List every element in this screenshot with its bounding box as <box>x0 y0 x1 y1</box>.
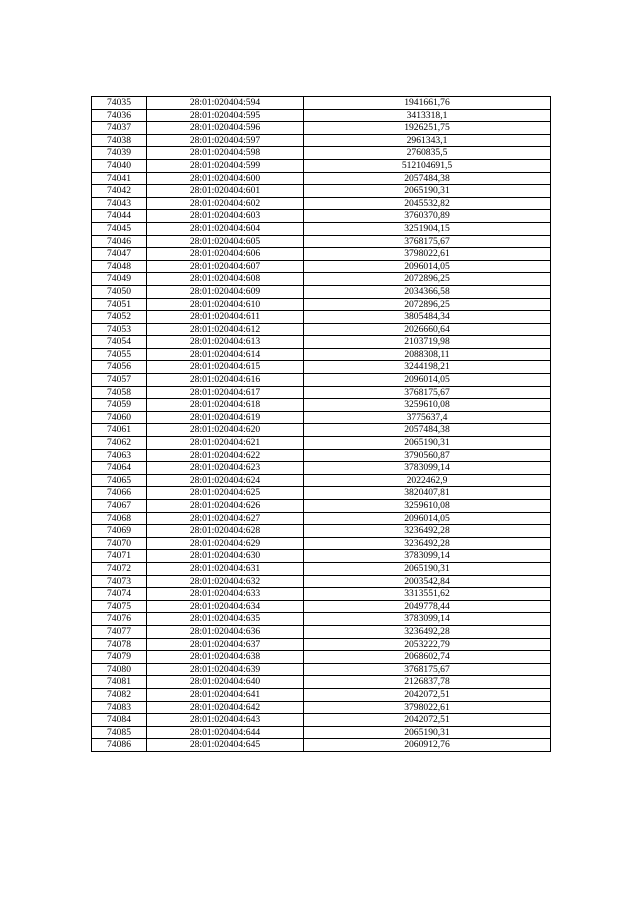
value-cell: 3236492,28 <box>304 537 551 550</box>
row-number-cell: 74085 <box>92 726 147 739</box>
row-number-cell: 74076 <box>92 613 147 626</box>
value-cell: 3313551,62 <box>304 588 551 601</box>
row-number-cell: 74053 <box>92 323 147 336</box>
value-cell: 2096014,05 <box>304 260 551 273</box>
table-row <box>92 374 551 387</box>
table-row <box>92 348 551 361</box>
cadastral-number-cell: 28:01:020404:629 <box>147 537 304 550</box>
cadastral-number-cell: 28:01:020404:616 <box>147 374 304 387</box>
cadastral-number-cell: 28:01:020404:603 <box>147 210 304 223</box>
value-cell: 2026660,64 <box>304 323 551 336</box>
value-cell: 2065190,31 <box>304 185 551 198</box>
cadastral-number-cell: 28:01:020404:607 <box>147 260 304 273</box>
cadastral-number-cell: 28:01:020404:643 <box>147 714 304 727</box>
value-cell: 3236492,28 <box>304 625 551 638</box>
cadastral-number-cell: 28:01:020404:628 <box>147 525 304 538</box>
value-cell: 3768175,67 <box>304 386 551 399</box>
value-cell: 2103719,98 <box>304 336 551 349</box>
cadastral-number-cell: 28:01:020404:642 <box>147 701 304 714</box>
value-cell: 3251904,15 <box>304 222 551 235</box>
table-row <box>92 411 551 424</box>
table-row <box>92 462 551 475</box>
value-cell: 2096014,05 <box>304 374 551 387</box>
value-cell: 3413318,1 <box>304 109 551 122</box>
row-number-cell: 74043 <box>92 197 147 210</box>
cadastral-number-cell: 28:01:020404:623 <box>147 462 304 475</box>
value-cell: 3798022,61 <box>304 701 551 714</box>
row-number-cell: 74037 <box>92 122 147 135</box>
cadastral-number-cell: 28:01:020404:595 <box>147 109 304 122</box>
row-number-cell: 74084 <box>92 714 147 727</box>
row-number-cell: 74039 <box>92 147 147 160</box>
table-row <box>92 676 551 689</box>
cadastral-number-cell: 28:01:020404:610 <box>147 298 304 311</box>
table-row <box>92 550 551 563</box>
table-row <box>92 701 551 714</box>
table-row <box>92 147 551 160</box>
table-row <box>92 638 551 651</box>
value-cell: 3259610,08 <box>304 399 551 412</box>
table-row <box>92 298 551 311</box>
value-cell: 3783099,14 <box>304 462 551 475</box>
cadastral-number-cell: 28:01:020404:619 <box>147 411 304 424</box>
row-number-cell: 74073 <box>92 575 147 588</box>
cadastral-number-cell: 28:01:020404:608 <box>147 273 304 286</box>
cadastral-number-cell: 28:01:020404:618 <box>147 399 304 412</box>
cadastral-number-cell: 28:01:020404:626 <box>147 500 304 513</box>
value-cell: 2961343,1 <box>304 134 551 147</box>
table-row <box>92 437 551 450</box>
table-row <box>92 600 551 613</box>
table-row <box>92 688 551 701</box>
table-row <box>92 537 551 550</box>
cadastral-number-cell: 28:01:020404:644 <box>147 726 304 739</box>
table-row <box>92 449 551 462</box>
cadastral-number-cell: 28:01:020404:645 <box>147 739 304 752</box>
row-number-cell: 74038 <box>92 134 147 147</box>
table-row <box>92 575 551 588</box>
table-row <box>92 122 551 135</box>
cadastral-number-cell: 28:01:020404:596 <box>147 122 304 135</box>
cadastral-number-cell: 28:01:020404:636 <box>147 625 304 638</box>
row-number-cell: 74075 <box>92 600 147 613</box>
row-number-cell: 74066 <box>92 487 147 500</box>
row-number-cell: 74061 <box>92 424 147 437</box>
table-row <box>92 525 551 538</box>
table-row <box>92 625 551 638</box>
row-number-cell: 74056 <box>92 361 147 374</box>
row-number-cell: 74082 <box>92 688 147 701</box>
value-cell: 2072896,25 <box>304 298 551 311</box>
value-cell: 3236492,28 <box>304 525 551 538</box>
row-number-cell: 74074 <box>92 588 147 601</box>
cadastral-number-cell: 28:01:020404:605 <box>147 235 304 248</box>
cadastral-number-cell: 28:01:020404:614 <box>147 348 304 361</box>
row-number-cell: 74068 <box>92 512 147 525</box>
cadastral-number-cell: 28:01:020404:637 <box>147 638 304 651</box>
row-number-cell: 74070 <box>92 537 147 550</box>
cadastral-number-cell: 28:01:020404:622 <box>147 449 304 462</box>
cadastral-number-cell: 28:01:020404:639 <box>147 663 304 676</box>
row-number-cell: 74035 <box>92 97 147 110</box>
row-number-cell: 74041 <box>92 172 147 185</box>
table-row <box>92 185 551 198</box>
value-cell: 2042072,51 <box>304 714 551 727</box>
table-row <box>92 109 551 122</box>
table-row <box>92 210 551 223</box>
value-cell: 3775637,4 <box>304 411 551 424</box>
value-cell: 3783099,14 <box>304 550 551 563</box>
cadastral-number-cell: 28:01:020404:634 <box>147 600 304 613</box>
table-row <box>92 399 551 412</box>
cadastral-number-cell: 28:01:020404:615 <box>147 361 304 374</box>
row-number-cell: 74077 <box>92 625 147 638</box>
value-cell: 2096014,05 <box>304 512 551 525</box>
row-number-cell: 74052 <box>92 311 147 324</box>
table-row <box>92 172 551 185</box>
cadastral-number-cell: 28:01:020404:597 <box>147 134 304 147</box>
value-cell: 2057484,38 <box>304 424 551 437</box>
row-number-cell: 74054 <box>92 336 147 349</box>
cadastral-number-cell: 28:01:020404:620 <box>147 424 304 437</box>
row-number-cell: 74051 <box>92 298 147 311</box>
row-number-cell: 74071 <box>92 550 147 563</box>
table-row <box>92 663 551 676</box>
value-cell: 2060912,76 <box>304 739 551 752</box>
row-number-cell: 74042 <box>92 185 147 198</box>
row-number-cell: 74080 <box>92 663 147 676</box>
value-cell: 3768175,67 <box>304 663 551 676</box>
cadastral-number-cell: 28:01:020404:635 <box>147 613 304 626</box>
table-row <box>92 651 551 664</box>
value-cell: 2088308,11 <box>304 348 551 361</box>
cadastral-number-cell: 28:01:020404:602 <box>147 197 304 210</box>
value-cell: 1941661,76 <box>304 97 551 110</box>
value-cell: 2034366,58 <box>304 285 551 298</box>
table-row <box>92 474 551 487</box>
table-row <box>92 97 551 110</box>
table-row <box>92 613 551 626</box>
cadastral-number-cell: 28:01:020404:633 <box>147 588 304 601</box>
value-cell: 2045532,82 <box>304 197 551 210</box>
row-number-cell: 74060 <box>92 411 147 424</box>
cadastral-number-cell: 28:01:020404:594 <box>147 97 304 110</box>
row-number-cell: 74045 <box>92 222 147 235</box>
row-number-cell: 74072 <box>92 562 147 575</box>
row-number-cell: 74064 <box>92 462 147 475</box>
table-row <box>92 562 551 575</box>
value-cell: 2022462,9 <box>304 474 551 487</box>
row-number-cell: 74058 <box>92 386 147 399</box>
value-cell: 2065190,31 <box>304 562 551 575</box>
row-number-cell: 74044 <box>92 210 147 223</box>
value-cell: 3244198,21 <box>304 361 551 374</box>
row-number-cell: 74055 <box>92 348 147 361</box>
value-cell: 3760370,89 <box>304 210 551 223</box>
row-number-cell: 74079 <box>92 651 147 664</box>
cadastral-number-cell: 28:01:020404:617 <box>147 386 304 399</box>
table-row <box>92 487 551 500</box>
table-row <box>92 260 551 273</box>
cadastral-number-cell: 28:01:020404:630 <box>147 550 304 563</box>
table-row <box>92 222 551 235</box>
row-number-cell: 74040 <box>92 159 147 172</box>
row-number-cell: 74063 <box>92 449 147 462</box>
table-row <box>92 512 551 525</box>
cadastral-number-cell: 28:01:020404:641 <box>147 688 304 701</box>
table-row <box>92 285 551 298</box>
value-cell: 2072896,25 <box>304 273 551 286</box>
cadastral-number-cell: 28:01:020404:640 <box>147 676 304 689</box>
cadastral-number-cell: 28:01:020404:631 <box>147 562 304 575</box>
cadastral-number-cell: 28:01:020404:604 <box>147 222 304 235</box>
table-row <box>92 361 551 374</box>
table-row <box>92 336 551 349</box>
value-cell: 3805484,34 <box>304 311 551 324</box>
value-cell: 2760835,5 <box>304 147 551 160</box>
value-cell: 2057484,38 <box>304 172 551 185</box>
table-row <box>92 159 551 172</box>
table-row <box>92 235 551 248</box>
value-cell: 2053222,79 <box>304 638 551 651</box>
row-number-cell: 74059 <box>92 399 147 412</box>
row-number-cell: 74067 <box>92 500 147 513</box>
row-number-cell: 74083 <box>92 701 147 714</box>
cadastral-number-cell: 28:01:020404:598 <box>147 147 304 160</box>
value-cell: 3798022,61 <box>304 248 551 261</box>
table-row <box>92 500 551 513</box>
cadastral-number-cell: 28:01:020404:632 <box>147 575 304 588</box>
value-cell: 2068602,74 <box>304 651 551 664</box>
row-number-cell: 74036 <box>92 109 147 122</box>
row-number-cell: 74049 <box>92 273 147 286</box>
table-body <box>92 97 551 752</box>
table-row <box>92 739 551 752</box>
row-number-cell: 74069 <box>92 525 147 538</box>
row-number-cell: 74081 <box>92 676 147 689</box>
cadastral-number-cell: 28:01:020404:613 <box>147 336 304 349</box>
table-row <box>92 588 551 601</box>
cadastral-number-cell: 28:01:020404:599 <box>147 159 304 172</box>
row-number-cell: 74048 <box>92 260 147 273</box>
cadastral-number-cell: 28:01:020404:611 <box>147 311 304 324</box>
cadastral-number-cell: 28:01:020404:601 <box>147 185 304 198</box>
cadastral-number-cell: 28:01:020404:606 <box>147 248 304 261</box>
value-cell: 2065190,31 <box>304 437 551 450</box>
table-row <box>92 726 551 739</box>
table-row <box>92 386 551 399</box>
value-cell: 3790560,87 <box>304 449 551 462</box>
row-number-cell: 74050 <box>92 285 147 298</box>
value-cell: 3259610,08 <box>304 500 551 513</box>
table-row <box>92 134 551 147</box>
row-number-cell: 74057 <box>92 374 147 387</box>
value-cell: 3768175,67 <box>304 235 551 248</box>
cadastral-number-cell: 28:01:020404:625 <box>147 487 304 500</box>
table-row <box>92 273 551 286</box>
table-row <box>92 424 551 437</box>
value-cell: 512104691,5 <box>304 159 551 172</box>
value-cell: 2042072,51 <box>304 688 551 701</box>
cadastral-number-cell: 28:01:020404:624 <box>147 474 304 487</box>
table-row <box>92 311 551 324</box>
row-number-cell: 74046 <box>92 235 147 248</box>
row-number-cell: 74078 <box>92 638 147 651</box>
table-row <box>92 323 551 336</box>
row-number-cell: 74065 <box>92 474 147 487</box>
cadastral-value-table <box>91 96 551 752</box>
row-number-cell: 74062 <box>92 437 147 450</box>
row-number-cell: 74086 <box>92 739 147 752</box>
cadastral-number-cell: 28:01:020404:600 <box>147 172 304 185</box>
value-cell: 2049778,44 <box>304 600 551 613</box>
value-cell: 1926251,75 <box>304 122 551 135</box>
value-cell: 2065190,31 <box>304 726 551 739</box>
value-cell: 3783099,14 <box>304 613 551 626</box>
row-number-cell: 74047 <box>92 248 147 261</box>
cadastral-number-cell: 28:01:020404:627 <box>147 512 304 525</box>
cadastral-number-cell: 28:01:020404:621 <box>147 437 304 450</box>
table-row <box>92 248 551 261</box>
value-cell: 3820407,81 <box>304 487 551 500</box>
value-cell: 2003542,84 <box>304 575 551 588</box>
table-row <box>92 714 551 727</box>
value-cell: 2126837,78 <box>304 676 551 689</box>
cadastral-number-cell: 28:01:020404:638 <box>147 651 304 664</box>
cadastral-number-cell: 28:01:020404:609 <box>147 285 304 298</box>
table-row <box>92 197 551 210</box>
cadastral-number-cell: 28:01:020404:612 <box>147 323 304 336</box>
